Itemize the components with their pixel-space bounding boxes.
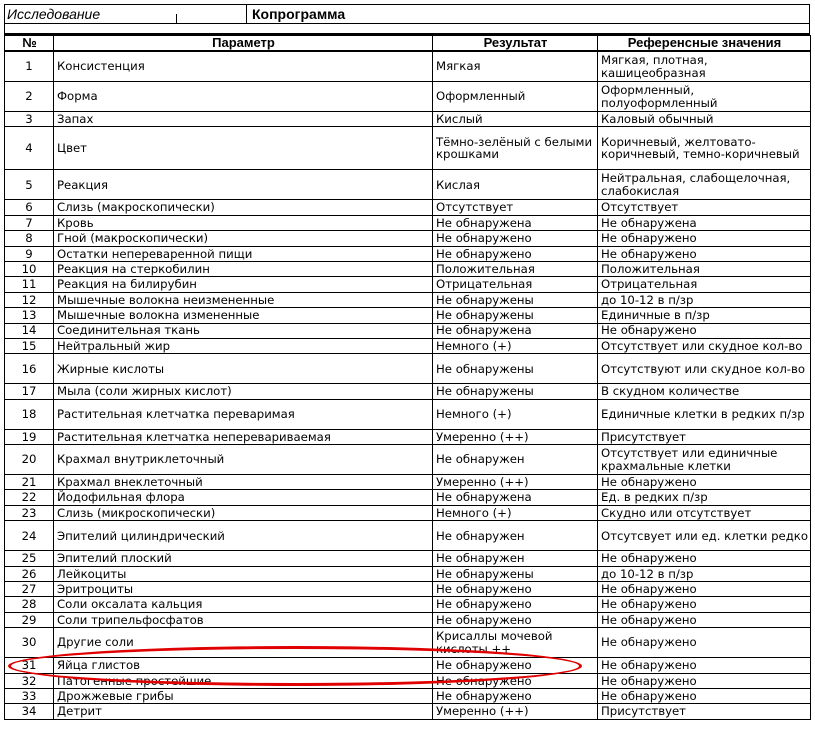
reference-cell: Не обнаружено — [598, 612, 811, 627]
reference-cell: Отсутсвует или ед. клетки редко — [598, 521, 811, 551]
parameter-cell: Нейтральный жир — [54, 338, 433, 353]
reference-cell: Не обнаружено — [598, 551, 811, 566]
result-cell: Не обнаружена — [433, 490, 598, 505]
table-row — [5, 429, 811, 444]
table-row — [5, 384, 811, 399]
row-number: 3 — [5, 112, 54, 127]
row-number: 32 — [5, 673, 54, 688]
col-header-reference: Референсные значения — [598, 36, 811, 52]
reference-cell: Отсутствует или единичные крахмальные клетки — [598, 445, 811, 475]
table-row — [5, 246, 811, 261]
table-row — [5, 688, 811, 703]
parameter-cell: Реакция на стеркобилин — [54, 261, 433, 276]
header-tick — [176, 14, 177, 24]
parameter-cell: Эпителий плоский — [54, 551, 433, 566]
row-number: 16 — [5, 354, 54, 384]
parameter-cell: Дрожжевые грибы — [54, 688, 433, 703]
table-row — [5, 215, 811, 230]
spacer-row — [4, 24, 810, 35]
result-cell: Не обнаружено — [433, 597, 598, 612]
result-cell: Крисаллы мочевой кислоты ++ — [433, 628, 598, 658]
study-title: Копрограмма — [252, 6, 346, 22]
row-number: 14 — [5, 323, 54, 338]
reference-cell: Скудно или отсутствует — [598, 505, 811, 520]
row-number: 33 — [5, 688, 54, 703]
row-number: 2 — [5, 82, 54, 112]
result-cell: Кислый — [433, 112, 598, 127]
table-row — [5, 354, 811, 384]
reference-cell: Не обнаружено — [598, 673, 811, 688]
parameter-cell: Соединительная ткань — [54, 323, 433, 338]
reference-cell: Не обнаружено — [598, 323, 811, 338]
result-cell: Не обнаружено — [433, 612, 598, 627]
reference-cell: Не обнаружено — [598, 582, 811, 597]
parameter-cell: Консистенция — [54, 51, 433, 82]
parameter-cell: Жирные кислоты — [54, 354, 433, 384]
result-cell: Немного (+) — [433, 505, 598, 520]
result-cell: Отсутствует — [433, 200, 598, 215]
parameter-cell: Форма — [54, 82, 433, 112]
result-cell: Умеренно (++) — [433, 704, 598, 719]
row-number: 4 — [5, 127, 54, 170]
table-row — [5, 277, 811, 292]
col-header-number: № — [5, 36, 54, 52]
table-row — [5, 51, 811, 82]
parameter-cell: Мышечные волокна измененные — [54, 308, 433, 323]
reference-cell: Присутствует — [598, 429, 811, 444]
reference-cell: Отсутствуют или скудное кол-во — [598, 354, 811, 384]
row-number: 12 — [5, 292, 54, 307]
col-header-parameter: Параметр — [54, 36, 433, 52]
row-number: 8 — [5, 231, 54, 246]
row-number: 31 — [5, 658, 54, 673]
result-cell: Не обнаружено — [433, 231, 598, 246]
reference-cell: Не обнаружено — [598, 688, 811, 703]
reference-cell: Отрицательная — [598, 277, 811, 292]
parameter-cell: Детрит — [54, 704, 433, 719]
table-row — [5, 673, 811, 688]
row-number: 18 — [5, 399, 54, 429]
result-cell: Немного (+) — [433, 399, 598, 429]
parameter-cell: Йодофильная флора — [54, 490, 433, 505]
row-number: 13 — [5, 308, 54, 323]
parameter-cell: Растительная клетчатка переваримая — [54, 399, 433, 429]
parameter-cell: Эритроциты — [54, 582, 433, 597]
result-cell: Не обнаружена — [433, 215, 598, 230]
table-row — [5, 566, 811, 581]
row-number: 29 — [5, 612, 54, 627]
row-number: 25 — [5, 551, 54, 566]
parameter-cell: Крахмал внутриклеточный — [54, 445, 433, 475]
table-row — [5, 231, 811, 246]
row-number: 34 — [5, 704, 54, 719]
row-number: 21 — [5, 475, 54, 490]
table-row — [5, 261, 811, 276]
header-divider — [246, 5, 247, 23]
reference-cell: Единичные в п/зр — [598, 308, 811, 323]
parameter-cell: Патогенные простейшие — [54, 673, 433, 688]
results-table — [4, 35, 811, 720]
reference-cell: Не обнаружено — [598, 246, 811, 261]
table-row — [5, 612, 811, 627]
row-number: 1 — [5, 51, 54, 82]
parameter-cell: Эпителий цилиндрический — [54, 521, 433, 551]
table-row — [5, 308, 811, 323]
result-cell: Не обнаружены — [433, 566, 598, 581]
reference-cell: Коричневый, желтовато-коричневый, темно-коричневый — [598, 127, 811, 170]
parameter-cell: Реакция — [54, 170, 433, 200]
col-header-result: Результат — [433, 36, 598, 52]
reference-cell: Мягкая, плотная, кашицеобразная — [598, 51, 811, 82]
parameter-cell: Растительная клетчатка неперевариваемая — [54, 429, 433, 444]
reference-cell: Не обнаружено — [598, 628, 811, 658]
row-number: 5 — [5, 170, 54, 200]
row-number: 9 — [5, 246, 54, 261]
reference-cell: Отсутствует или скудное кол-во — [598, 338, 811, 353]
row-number: 23 — [5, 505, 54, 520]
parameter-cell: Крахмал внеклеточный — [54, 475, 433, 490]
parameter-cell: Цвет — [54, 127, 433, 170]
parameter-cell: Соли трипельфосфатов — [54, 612, 433, 627]
study-label: Исследование — [7, 6, 101, 22]
parameter-cell: Слизь (микроскопически) — [54, 505, 433, 520]
table-row — [5, 505, 811, 520]
study-header — [4, 4, 810, 24]
parameter-cell: Лейкоциты — [54, 566, 433, 581]
row-number: 7 — [5, 215, 54, 230]
result-cell: Немного (+) — [433, 338, 598, 353]
reference-cell: Оформленный, полуоформленный — [598, 82, 811, 112]
row-number: 11 — [5, 277, 54, 292]
result-cell: Не обнаружено — [433, 673, 598, 688]
row-number: 27 — [5, 582, 54, 597]
table-row — [5, 127, 811, 170]
result-cell: Умеренно (++) — [433, 475, 598, 490]
result-cell: Положительная — [433, 261, 598, 276]
parameter-cell: Кровь — [54, 215, 433, 230]
row-number: 30 — [5, 628, 54, 658]
result-cell: Не обнаружено — [433, 582, 598, 597]
table-row — [5, 704, 811, 719]
row-number: 22 — [5, 490, 54, 505]
parameter-cell: Соли оксалата кальция — [54, 597, 433, 612]
result-cell: Не обнаружено — [433, 658, 598, 673]
result-cell: Не обнаружены — [433, 308, 598, 323]
row-number: 6 — [5, 200, 54, 215]
result-cell: Не обнаружен — [433, 445, 598, 475]
table-row — [5, 551, 811, 566]
result-cell: Кислая — [433, 170, 598, 200]
result-cell: Оформленный — [433, 82, 598, 112]
result-cell: Мягкая — [433, 51, 598, 82]
reference-cell: В скудном количестве — [598, 384, 811, 399]
row-number: 10 — [5, 261, 54, 276]
result-cell: Не обнаружена — [433, 323, 598, 338]
table-header-row — [5, 36, 811, 52]
table-row — [5, 323, 811, 338]
reference-cell: Не обнаружено — [598, 475, 811, 490]
reference-cell: до 10-12 в п/зр — [598, 292, 811, 307]
reference-cell: Нейтральная, слабощелочная, слабокислая — [598, 170, 811, 200]
result-cell: Не обнаружены — [433, 354, 598, 384]
result-cell: Умеренно (++) — [433, 429, 598, 444]
row-number: 15 — [5, 338, 54, 353]
table-row — [5, 170, 811, 200]
parameter-cell: Яйца глистов — [54, 658, 433, 673]
table-row — [5, 628, 811, 658]
parameter-cell: Мыла (соли жирных кислот) — [54, 384, 433, 399]
table-row — [5, 521, 811, 551]
reference-cell: Каловый обычный — [598, 112, 811, 127]
table-row — [5, 112, 811, 127]
reference-cell: Не обнаружено — [598, 231, 811, 246]
table-row — [5, 597, 811, 612]
result-cell: Не обнаружен — [433, 521, 598, 551]
table-row — [5, 399, 811, 429]
parameter-cell: Остатки непереваренной пищи — [54, 246, 433, 261]
result-cell: Тёмно-зелёный с белыми крошками — [433, 127, 598, 170]
table-row — [5, 200, 811, 215]
result-cell: Не обнаружен — [433, 551, 598, 566]
parameter-cell: Гной (макроскопически) — [54, 231, 433, 246]
row-number: 24 — [5, 521, 54, 551]
reference-cell: Отсутствует — [598, 200, 811, 215]
parameter-cell: Слизь (макроскопически) — [54, 200, 433, 215]
row-number: 28 — [5, 597, 54, 612]
reference-cell: Присутствует — [598, 704, 811, 719]
table-row — [5, 582, 811, 597]
result-cell: Не обнаружено — [433, 246, 598, 261]
table-body — [5, 51, 811, 719]
table-row — [5, 475, 811, 490]
row-number: 26 — [5, 566, 54, 581]
row-number: 19 — [5, 429, 54, 444]
parameter-cell: Реакция на билирубин — [54, 277, 433, 292]
result-cell: Не обнаружены — [433, 292, 598, 307]
reference-cell: Не обнаружена — [598, 215, 811, 230]
reference-cell: Не обнаружено — [598, 658, 811, 673]
row-number: 20 — [5, 445, 54, 475]
result-cell: Не обнаружены — [433, 384, 598, 399]
reference-cell: Положительная — [598, 261, 811, 276]
table-row — [5, 445, 811, 475]
table-row — [5, 338, 811, 353]
result-cell: Не обнаружено — [433, 688, 598, 703]
table-row — [5, 82, 811, 112]
parameter-cell: Мышечные волокна неизмененные — [54, 292, 433, 307]
reference-cell: до 10-12 в п/зр — [598, 566, 811, 581]
parameter-cell: Запах — [54, 112, 433, 127]
parameter-cell: Другие соли — [54, 628, 433, 658]
reference-cell: Ед. в редких п/зр — [598, 490, 811, 505]
reference-cell: Не обнаружено — [598, 597, 811, 612]
table-row — [5, 658, 811, 673]
row-number: 17 — [5, 384, 54, 399]
table-row — [5, 292, 811, 307]
table-row — [5, 490, 811, 505]
reference-cell: Единичные клетки в редких п/зр — [598, 399, 811, 429]
result-cell: Отрицательная — [433, 277, 598, 292]
